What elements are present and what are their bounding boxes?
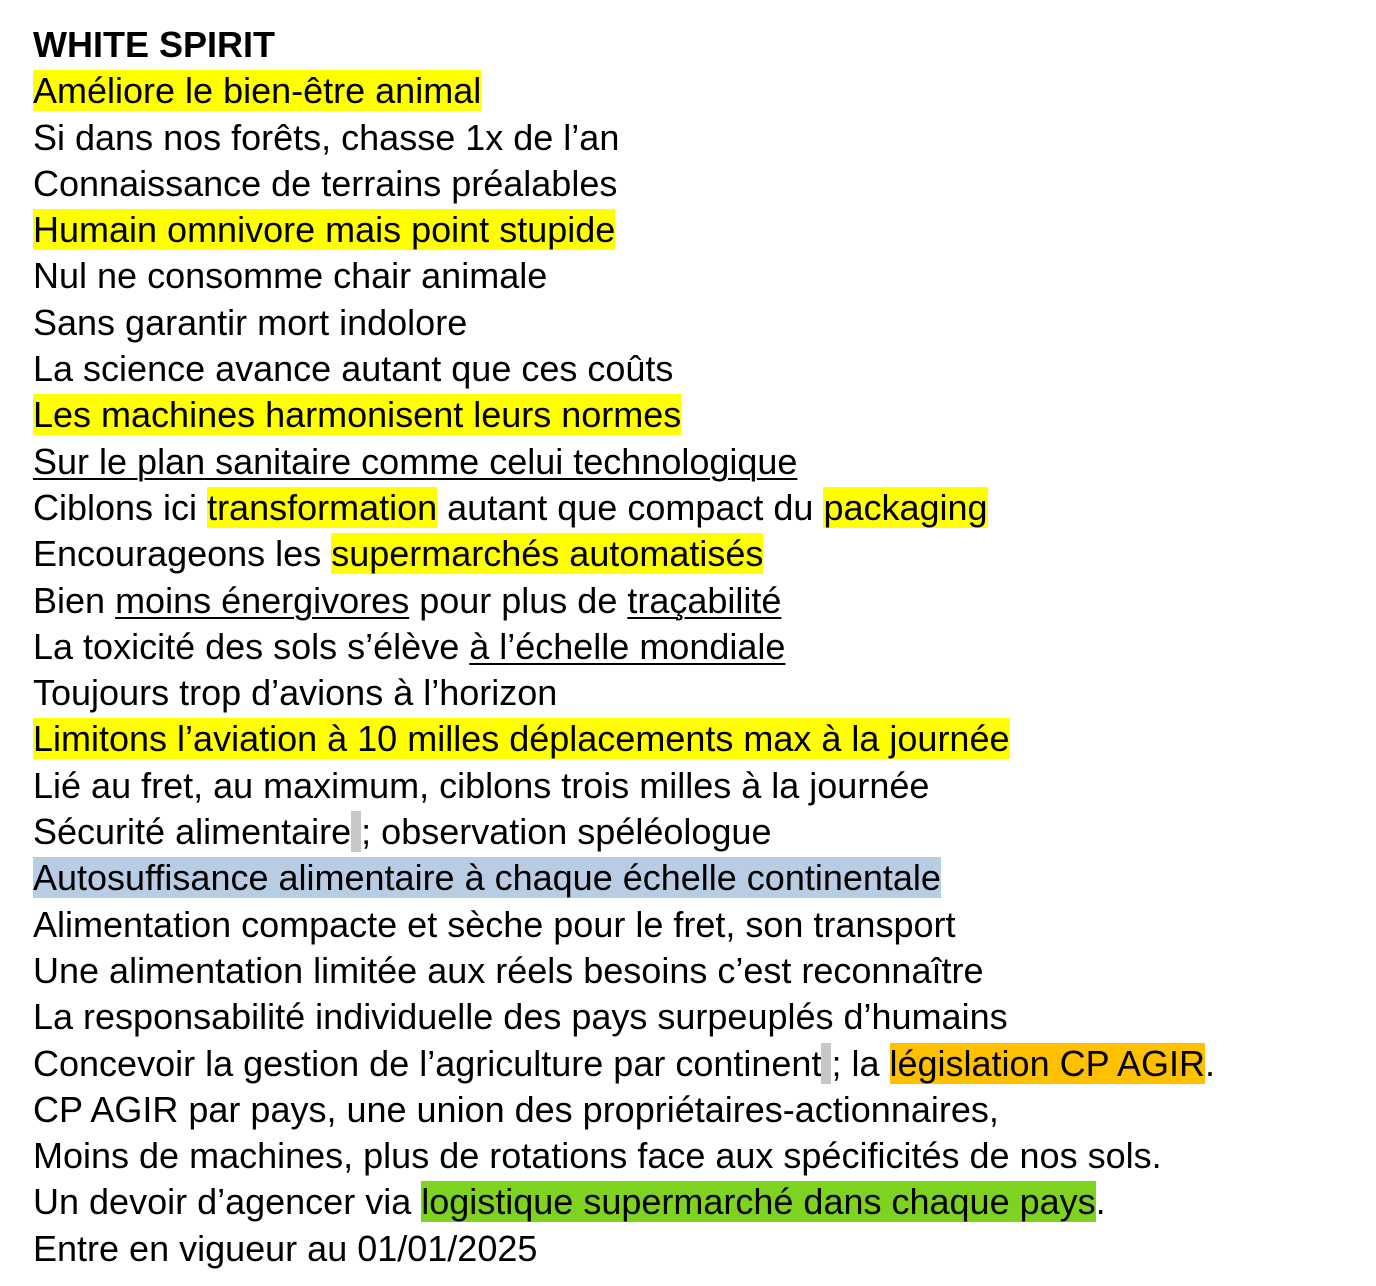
text-line (33, 1179, 1363, 1225)
text-line (33, 439, 1363, 485)
text-segment: ; observation spéléologue (361, 811, 772, 853)
highlighted-text: Améliore le bien-être animal (33, 70, 482, 112)
text-segment: Ciblons ici (33, 486, 208, 528)
text-line (33, 948, 1363, 994)
text-line (33, 161, 1363, 207)
highlighted-text: Les machines harmonisent leurs normes (33, 394, 682, 436)
text-segment: Connaissance de terrains préalables (33, 162, 618, 204)
underlined-text: traçabilité (627, 579, 782, 621)
highlighted-text: packaging (823, 486, 988, 528)
text-segment: ; la (831, 1042, 890, 1084)
text-line (33, 902, 1363, 948)
text-segment: Concevoir la gestion de l’agriculture par continent (33, 1042, 822, 1084)
text-line (33, 855, 1363, 901)
text-segment: La science avance autant que ces coûts (33, 348, 674, 390)
text-line (33, 763, 1363, 809)
text-line (33, 670, 1363, 716)
document-body (33, 68, 1363, 1272)
text-line (33, 485, 1363, 531)
text-segment: Lié au fret, au maximum, ciblons trois milles à la journée (33, 764, 930, 806)
text-line (33, 994, 1363, 1040)
highlighted-text: Limitons l’aviation à 10 milles déplacements max à la journée (33, 718, 1010, 760)
text-line (33, 1041, 1363, 1087)
text-segment: Une alimentation limitée aux réels besoins c’est reconnaître (33, 949, 984, 991)
text-line (33, 716, 1363, 762)
text-segment: La toxicité des sols s’élève (33, 625, 470, 667)
highlighted-text: logistique supermarché dans chaque pays (421, 1181, 1096, 1223)
text-segment: . (1205, 1042, 1216, 1084)
text-segment: Sécurité alimentaire (33, 811, 352, 853)
text-segment: Bien (33, 579, 116, 621)
text-line (33, 1226, 1363, 1272)
text-line (33, 207, 1363, 253)
highlighted-text: Autosuffisance alimentaire à chaque échelle continentale (33, 857, 941, 899)
text-line (33, 115, 1363, 161)
text-line (33, 346, 1363, 392)
text-line (33, 809, 1363, 855)
text-segment: Encourageons les (33, 533, 332, 575)
text-line (33, 578, 1363, 624)
text-segment: Sans garantir mort indolore (33, 301, 468, 343)
text-segment: autant que compact du (437, 486, 824, 528)
text-line (33, 68, 1363, 114)
text-segment: CP AGIR par pays, une union des propriétaires-actionnaires, (33, 1088, 999, 1130)
underlined-text: à l’échelle mondiale (469, 625, 786, 667)
highlighted-text (821, 1043, 831, 1084)
text-line (33, 1133, 1363, 1179)
text-segment: Un devoir d’agencer via (33, 1181, 422, 1223)
text-segment: La responsabilité individuelle des pays surpeuplés d’humains (33, 996, 1008, 1038)
text-segment: Moins de machines, plus de rotations face aux spécificités de nos sols. (33, 1135, 1162, 1177)
document-title: WHITE SPIRIT (33, 24, 275, 65)
text-segment: Entre en vigueur au 01/01/2025 (33, 1227, 538, 1269)
highlighted-text (351, 811, 361, 852)
text-line (33, 392, 1363, 438)
text-segment: Si dans nos forêts, chasse 1x de l’an (33, 116, 620, 158)
highlighted-text: transformation (207, 486, 438, 528)
text-segment: pour plus de (409, 579, 628, 621)
highlighted-text: législation CP AGIR (889, 1042, 1205, 1084)
text-segment: Toujours trop d’avions à l’horizon (33, 672, 558, 714)
text-segment: . (1095, 1181, 1106, 1223)
text-line (33, 1087, 1363, 1133)
underlined-text: moins énergivores (115, 579, 410, 621)
text-line (33, 624, 1363, 670)
text-line (33, 531, 1363, 577)
highlighted-text: Humain omnivore mais point stupide (33, 209, 616, 251)
text-line (33, 253, 1363, 299)
text-segment: Alimentation compacte et sèche pour le fret, son transport (33, 903, 956, 945)
underlined-text: Sur le plan sanitaire comme celui technologique (33, 440, 798, 482)
document-page (33, 22, 1363, 1272)
text-segment: Nul ne consomme chair animale (33, 255, 548, 297)
text-line (33, 300, 1363, 346)
highlighted-text: supermarchés automatisés (331, 533, 764, 575)
